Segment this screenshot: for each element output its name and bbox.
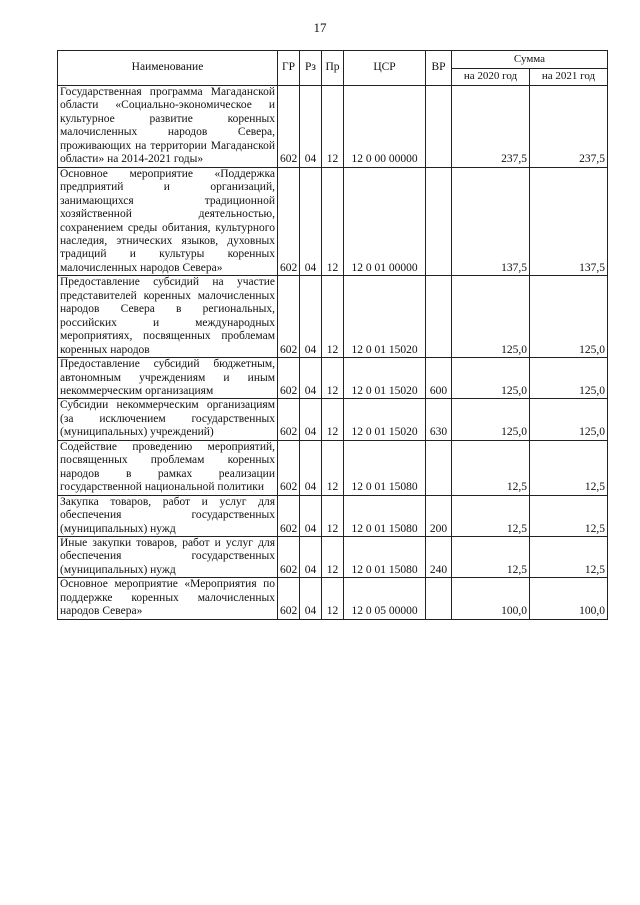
table-row (58, 358, 608, 399)
cell-sum-2020: 137,5 (452, 167, 530, 276)
cell-gr: 602 (278, 86, 300, 168)
cell-gr: 602 (278, 578, 300, 619)
row-name: Основное мероприятие «Поддержка предприятий и организаций, занимающихся традиционной хозяйственной деятельностью, сохранением среды обитания, культурного наследия, этнических языков, духовных традиций и культуры коренных малочисленных народов Севера» (58, 167, 278, 276)
cell-pr: 12 (322, 358, 344, 399)
cell-rz: 04 (300, 536, 322, 577)
cell-sum-2020: 12,5 (452, 495, 530, 536)
cell-rz: 04 (300, 167, 322, 276)
cell-sum-2021: 12,5 (530, 495, 608, 536)
budget-table (57, 50, 608, 620)
table-row (58, 495, 608, 536)
cell-gr: 602 (278, 167, 300, 276)
cell-gr: 602 (278, 536, 300, 577)
table-row (58, 440, 608, 495)
cell-vr: 600 (426, 358, 452, 399)
table-row (58, 399, 608, 440)
cell-gr: 602 (278, 495, 300, 536)
cell-pr: 12 (322, 399, 344, 440)
header-vr: ВР (426, 51, 452, 86)
row-name: Предоставление субсидий бюджетным, автономным учреждениям и иным некоммерческим организациям (58, 358, 278, 399)
cell-vr (426, 167, 452, 276)
header-rz: Рз (300, 51, 322, 86)
cell-sum-2021: 12,5 (530, 440, 608, 495)
cell-csr: 12 0 05 00000 (344, 578, 426, 619)
cell-sum-2020: 125,0 (452, 276, 530, 358)
cell-sum-2021: 125,0 (530, 399, 608, 440)
row-name: Закупка товаров, работ и услуг для обеспечения государственных (муниципальных) нужд (58, 495, 278, 536)
cell-sum-2020: 125,0 (452, 399, 530, 440)
cell-pr: 12 (322, 276, 344, 358)
cell-vr (426, 86, 452, 168)
row-name: Иные закупки товаров, работ и услуг для обеспечения государственных (муниципальных) нужд (58, 536, 278, 577)
cell-rz: 04 (300, 86, 322, 168)
row-name: Содействие проведению мероприятий, посвященных проблемам коренных народов в рамках реализации государственной национальной политики (58, 440, 278, 495)
cell-sum-2020: 125,0 (452, 358, 530, 399)
cell-pr: 12 (322, 440, 344, 495)
header-pr: Пр (322, 51, 344, 86)
header-year-2020: на 2020 год (452, 68, 530, 86)
cell-gr: 602 (278, 399, 300, 440)
cell-csr: 12 0 01 15020 (344, 399, 426, 440)
cell-vr: 200 (426, 495, 452, 536)
cell-pr: 12 (322, 86, 344, 168)
cell-vr (426, 440, 452, 495)
table-row (58, 86, 608, 168)
cell-gr: 602 (278, 276, 300, 358)
table-row (58, 276, 608, 358)
cell-sum-2021: 100,0 (530, 578, 608, 619)
cell-rz: 04 (300, 358, 322, 399)
cell-rz: 04 (300, 399, 322, 440)
cell-pr: 12 (322, 167, 344, 276)
cell-vr: 240 (426, 536, 452, 577)
cell-rz: 04 (300, 578, 322, 619)
row-name: Основное мероприятие «Мероприятия по поддержке коренных малочисленных народов Севера» (58, 578, 278, 619)
cell-gr: 602 (278, 358, 300, 399)
cell-sum-2021: 12,5 (530, 536, 608, 577)
cell-csr: 12 0 01 15080 (344, 536, 426, 577)
table-body (58, 86, 608, 620)
cell-csr: 12 0 01 15080 (344, 440, 426, 495)
cell-sum-2020: 12,5 (452, 440, 530, 495)
cell-sum-2021: 125,0 (530, 358, 608, 399)
row-name: Предоставление субсидий на участие представителей коренных малочисленных народов Севера в региональных, российских и международных мероприятиях, посвященных проблемам коренных народов (58, 276, 278, 358)
header-sum: Сумма (452, 51, 608, 69)
cell-csr: 12 0 00 00000 (344, 86, 426, 168)
cell-pr: 12 (322, 578, 344, 619)
cell-rz: 04 (300, 276, 322, 358)
cell-sum-2021: 125,0 (530, 276, 608, 358)
cell-csr: 12 0 01 15020 (344, 358, 426, 399)
cell-sum-2020: 237,5 (452, 86, 530, 168)
cell-pr: 12 (322, 495, 344, 536)
table-header (58, 51, 608, 86)
header-year-2021: на 2021 год (530, 68, 608, 86)
table-row (58, 536, 608, 577)
cell-vr: 630 (426, 399, 452, 440)
cell-sum-2021: 137,5 (530, 167, 608, 276)
cell-vr (426, 578, 452, 619)
cell-csr: 12 0 01 15080 (344, 495, 426, 536)
cell-gr: 602 (278, 440, 300, 495)
cell-csr: 12 0 01 00000 (344, 167, 426, 276)
cell-sum-2020: 12,5 (452, 536, 530, 577)
cell-sum-2020: 100,0 (452, 578, 530, 619)
table-row (58, 578, 608, 619)
header-gr: ГР (278, 51, 300, 86)
header-csr: ЦСР (344, 51, 426, 86)
cell-rz: 04 (300, 495, 322, 536)
page-number: 17 (313, 20, 327, 35)
cell-vr (426, 276, 452, 358)
cell-rz: 04 (300, 440, 322, 495)
cell-pr: 12 (322, 536, 344, 577)
table-row (58, 167, 608, 276)
header-name: Наименование (58, 51, 278, 86)
row-name: Государственная программа Магаданской области «Социально-экономическое и культурное развитие коренных малочисленных народов Севера, проживающих на территории Магаданской области» на 2014-2021 годы» (58, 86, 278, 168)
row-name: Субсидии некоммерческим организациям (за исключением государственных (муниципальных) учреждений) (58, 399, 278, 440)
cell-sum-2021: 237,5 (530, 86, 608, 168)
cell-csr: 12 0 01 15020 (344, 276, 426, 358)
